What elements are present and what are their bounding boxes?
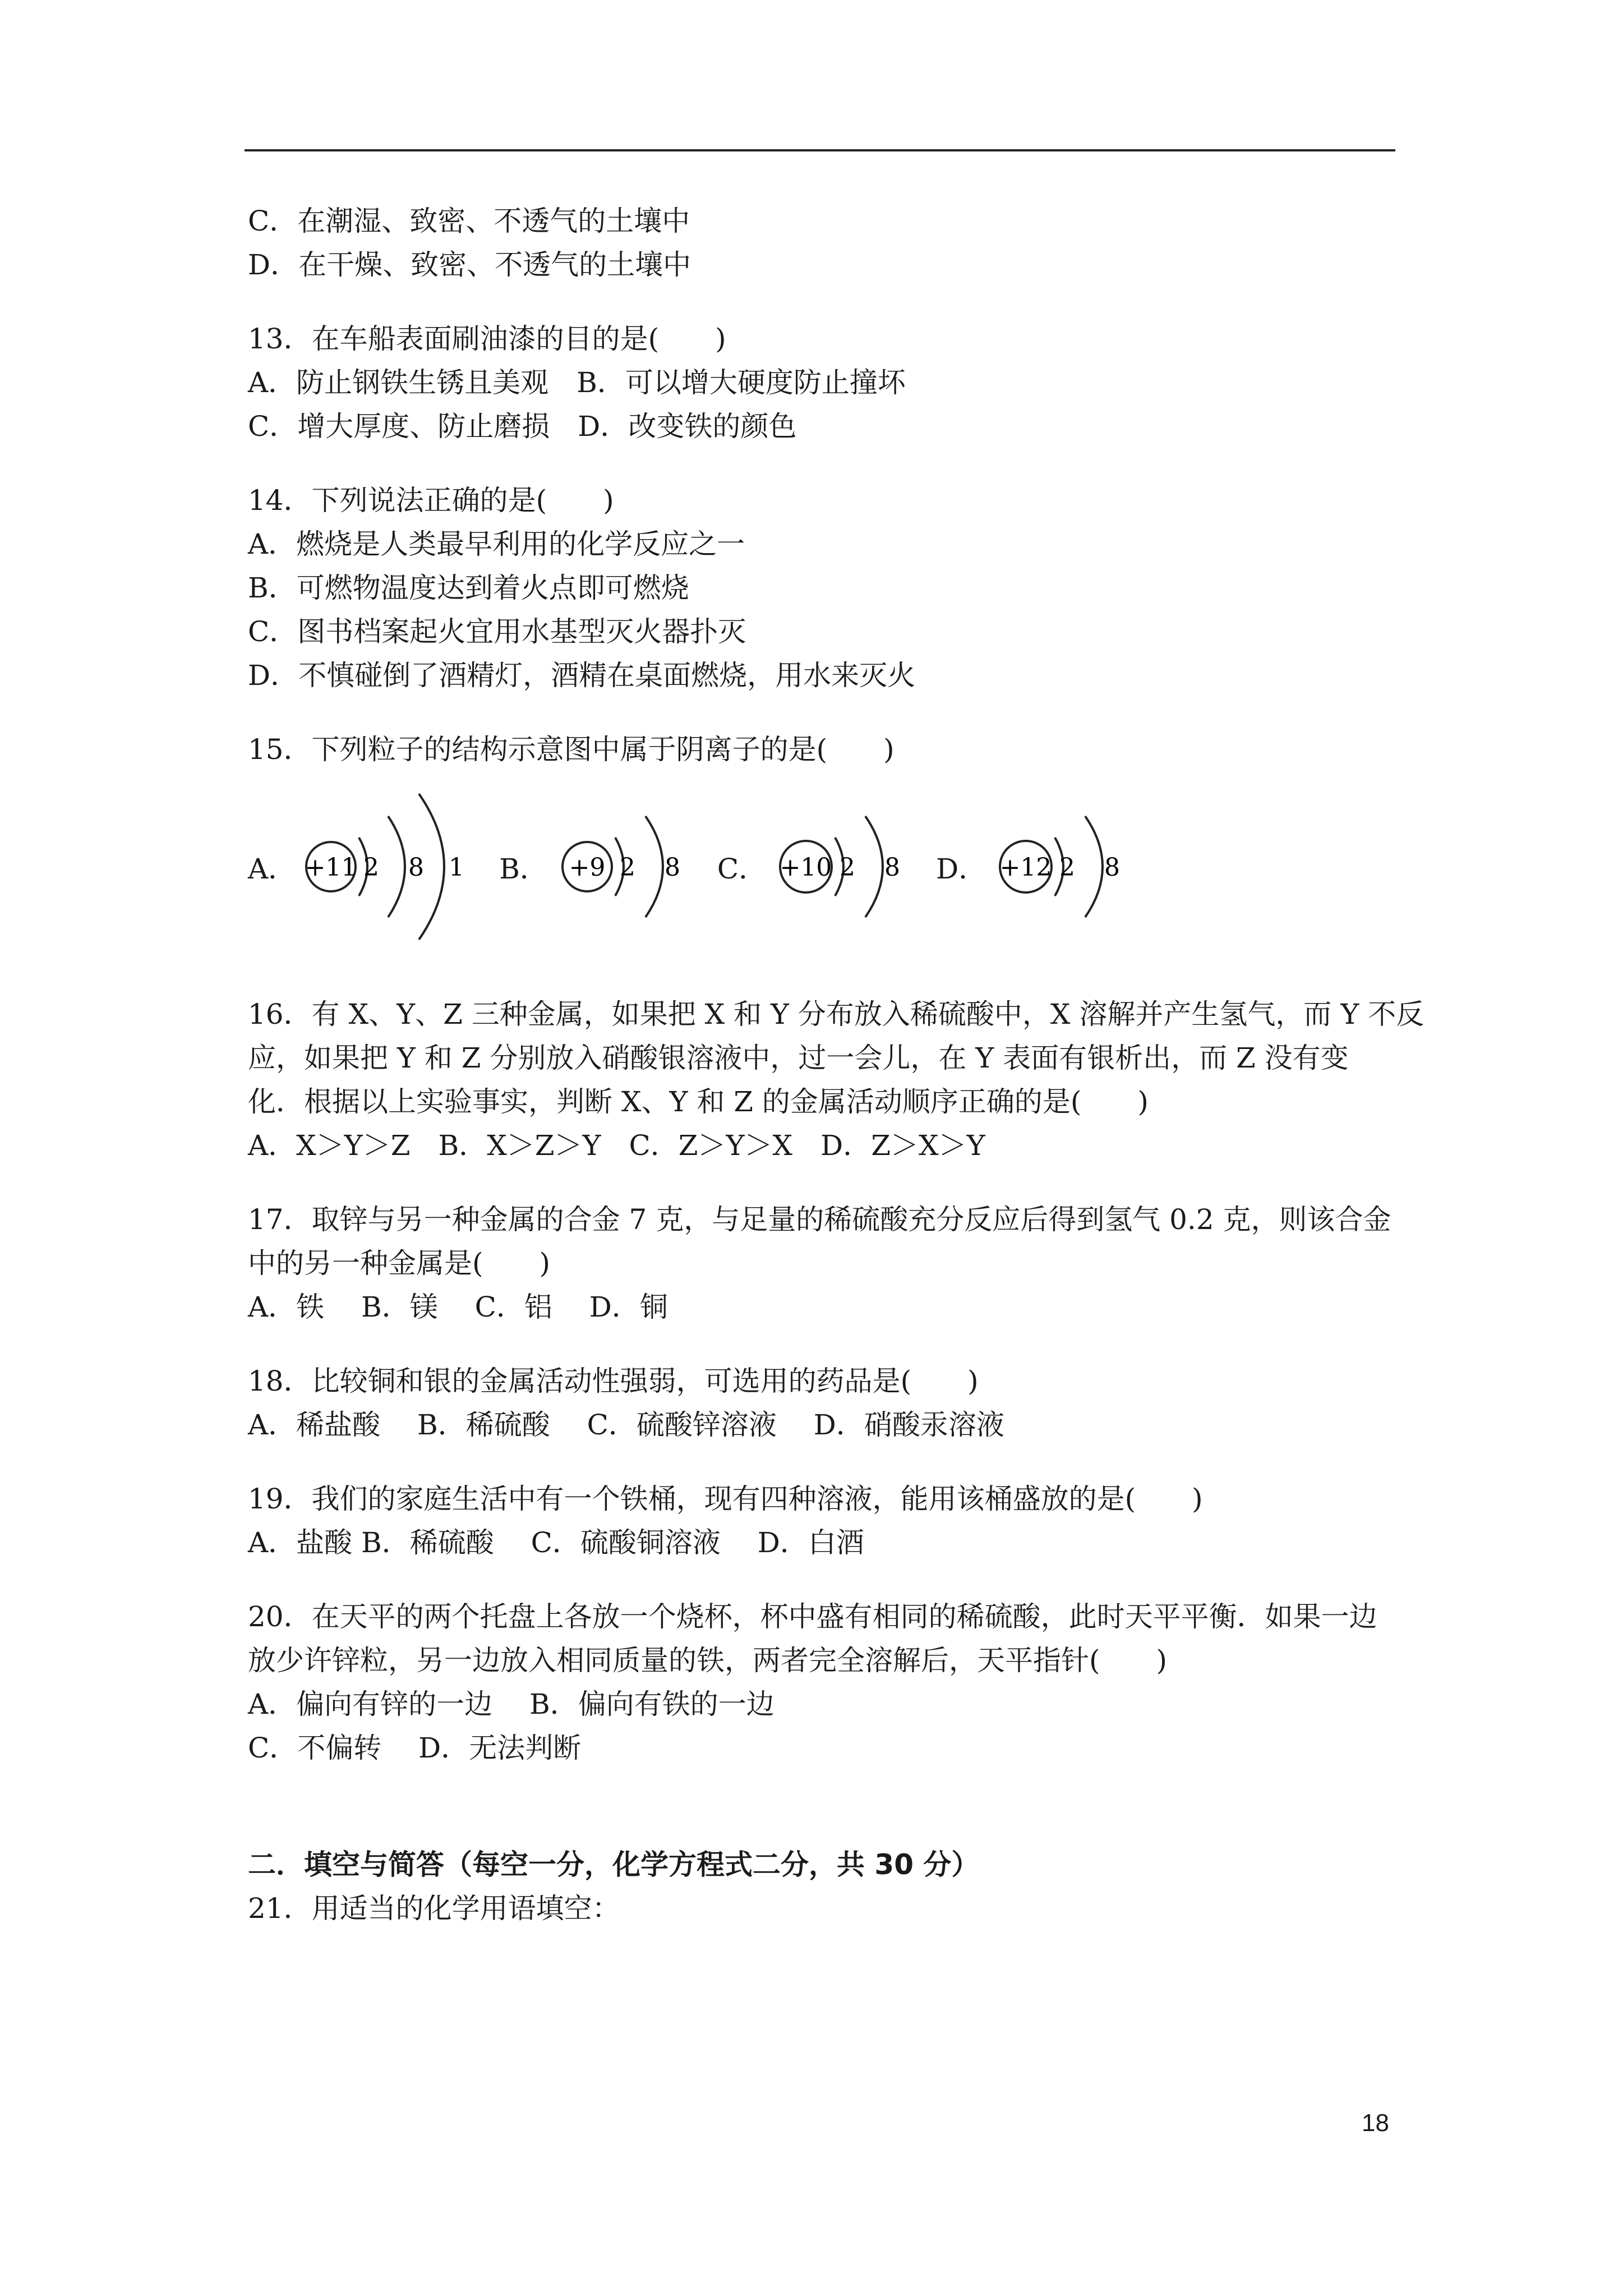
atom-option-c (717, 777, 909, 956)
nucleus-charge: +11 (305, 853, 357, 882)
page-content (248, 199, 1424, 1930)
q20-stem-line1: 20．在天平的两个托盘上各放一个烧杯，杯中盛有相同的稀硫酸，此时天平平衡．如果一边 (248, 1600, 1377, 1633)
shell-electron-count: 2 (619, 853, 635, 882)
nucleus-charge: +9 (569, 853, 606, 882)
q17-stem-line2: 中的另一种金属是( ) (248, 1247, 551, 1280)
nucleus-charge: +12 (999, 853, 1052, 882)
q12-option-d: D．在干燥、致密、不透气的土壤中 (248, 249, 691, 281)
q16-stem-line1: 16．有 X、Y、Z 三种金属，如果把 X 和 Y 分布放入稀硫酸中，X 溶解并产生氢气，而 Y 不反 (248, 998, 1424, 1030)
shell-electron-count: 2 (1059, 853, 1076, 882)
q18-options: A．稀盐酸 B．稀硫酸 C．硫酸锌溶液 D．硝酸汞溶液 (248, 1409, 1004, 1441)
electron-shell-arc (865, 816, 883, 917)
shell-electron-count: 8 (664, 853, 680, 882)
q13-options-row1: A．防止钢铁生锈且美观 B．可以增大硬度防止撞坏 (248, 366, 906, 399)
atom-option-a (248, 777, 472, 956)
atom-diagram-d (994, 777, 1129, 956)
electron-shell-arc (388, 816, 405, 917)
shell-electron-count: 8 (1104, 853, 1121, 882)
q15-atom-diagrams (248, 771, 1398, 962)
atom-option-label: B． (499, 853, 548, 885)
atom-option-d (936, 777, 1129, 956)
atom-option-label: C． (717, 853, 767, 885)
q16-stem-line3: 化．根据以上实验事实，判断 X、Y 和 Z 的金属活动顺序正确的是( ) (248, 1085, 1149, 1118)
q14-option-a: A．燃烧是人类最早利用的化学反应之一 (248, 528, 745, 560)
q14-stem: 14．下列说法正确的是( ) (248, 484, 614, 517)
q14-option-c: C．图书档案起火宜用水基型灭火器扑灭 (248, 615, 746, 648)
nucleus-charge: +10 (780, 853, 832, 882)
q17-stem-line1: 17．取锌与另一种金属的合金 7 克，与足量的稀硫酸充分反应后得到氢气 0.2 克，则该合金 (248, 1203, 1391, 1236)
shell-electron-count: 1 (449, 853, 465, 882)
q18-stem: 18．比较铜和银的金属活动性强弱，可选用的药品是( ) (248, 1365, 979, 1397)
electron-shell-arc (645, 816, 663, 917)
electron-shell-arc (1085, 816, 1103, 917)
header-rule (245, 149, 1395, 151)
atom-diagram-b (556, 777, 690, 956)
shell-electron-count: 8 (884, 853, 901, 882)
q16-options: A．X＞Y＞Z B．X＞Z＞Y C．Z＞Y＞X D．Z＞X＞Y (248, 1129, 985, 1162)
q13-options-row2: C．增大厚度、防止磨损 D．改变铁的颜色 (248, 410, 797, 443)
q19-options: A．盐酸 B．稀硫酸 C．硫酸铜溶液 D．白酒 (248, 1526, 864, 1559)
section-heading: 二．填空与简答（每空一分，化学方程式二分，共 30 分） (248, 1848, 980, 1881)
page-number: 18 (1362, 2109, 1389, 2137)
q13-stem: 13．在车船表面刷油漆的目的是( ) (248, 323, 726, 355)
q14-option-b: B．可燃物温度达到着火点即可燃烧 (248, 572, 689, 604)
q20-options-row1: A．偏向有锌的一边 B．偏向有铁的一边 (248, 1688, 774, 1720)
q21-stem: 21．用适当的化学用语填空： (248, 1892, 620, 1925)
q19-stem: 19．我们的家庭生活中有一个铁桶，现有四种溶液，能用该桶盛放的是( ) (248, 1483, 1203, 1515)
atom-option-label: A． (248, 853, 297, 885)
q14-option-d: D．不慎碰倒了酒精灯，酒精在桌面燃烧，用水来灭火 (248, 659, 916, 692)
atom-option-b (499, 777, 690, 956)
q12-option-c: C．在潮湿、致密、不透气的土壤中 (248, 205, 690, 237)
q15-stem: 15．下列粒子的结构示意图中属于阴离子的是( ) (248, 733, 895, 766)
atom-option-label: D． (936, 853, 987, 885)
q16-stem-line2: 应，如果把 Y 和 Z 分别放入硝酸银溶液中，过一会儿，在 Y 表面有银析出，而 Z 没有变 (248, 1042, 1349, 1074)
q20-options-row2: C．不偏转 D．无法判断 (248, 1732, 582, 1764)
shell-electron-count: 8 (408, 853, 425, 882)
shell-electron-count: 2 (840, 853, 856, 882)
q20-stem-line2: 放少许锌粒，另一边放入相同质量的铁，两者完全溶解后，天平指针( ) (248, 1644, 1168, 1677)
atom-diagram-c (774, 777, 909, 956)
q17-options: A．铁 B．镁 C．铝 D．铜 (248, 1291, 668, 1323)
shell-electron-count: 2 (363, 853, 380, 882)
atom-diagram-a (304, 777, 472, 956)
